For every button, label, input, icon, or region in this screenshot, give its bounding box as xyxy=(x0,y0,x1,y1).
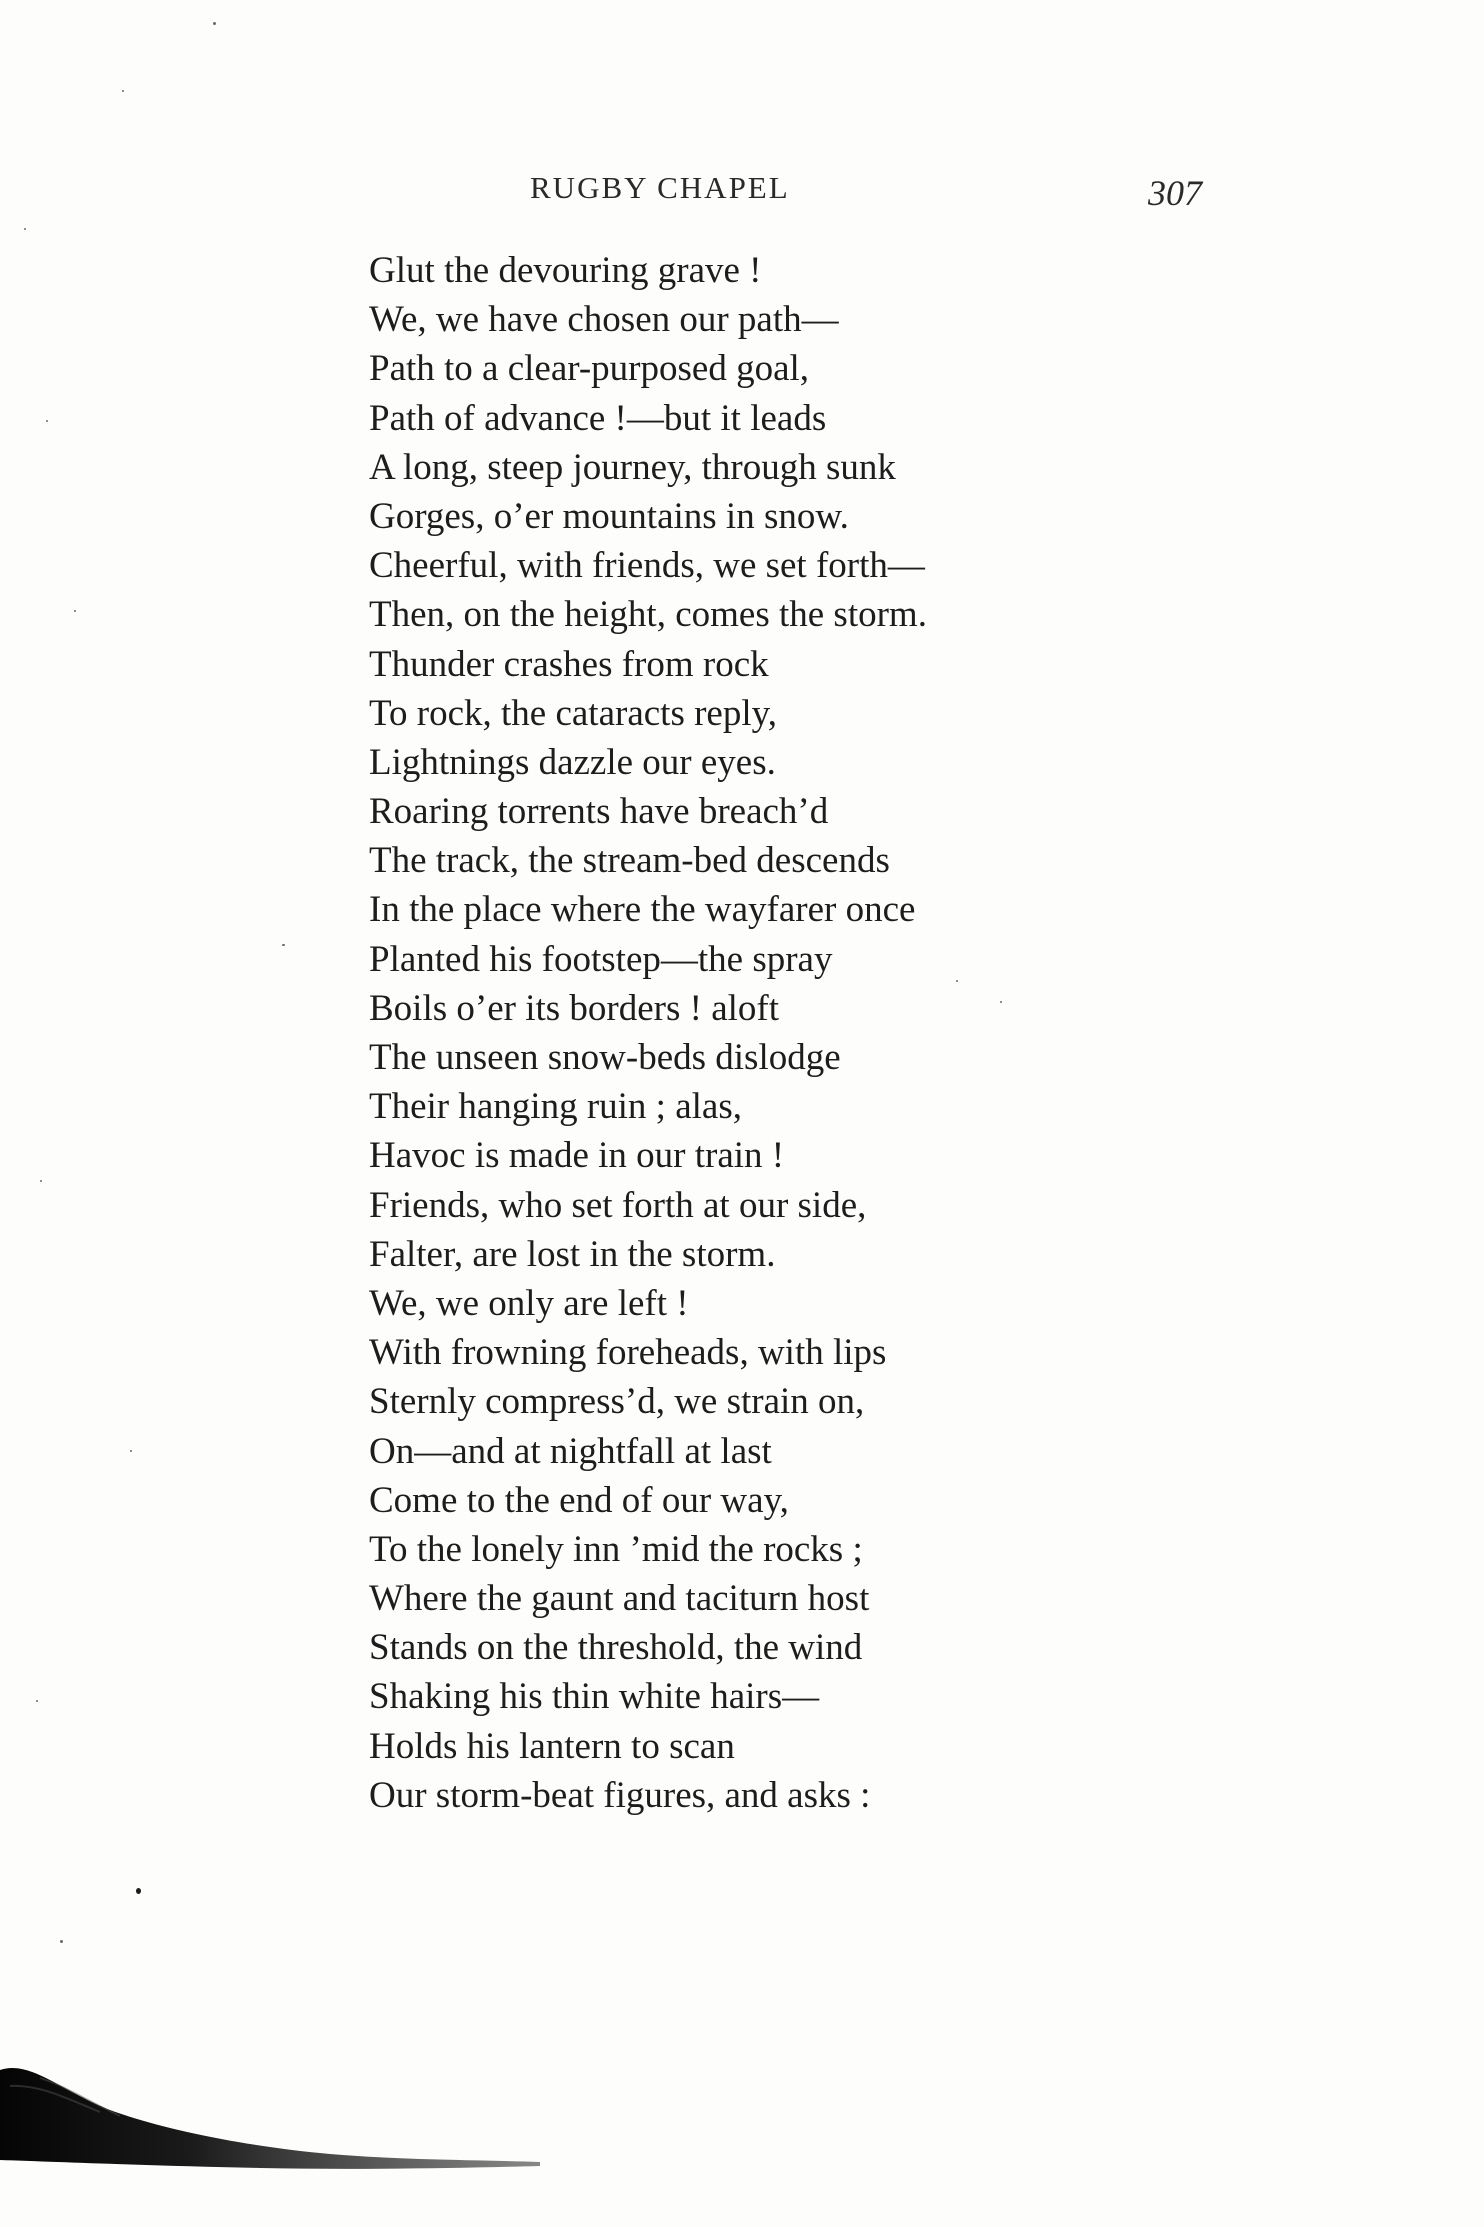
poem-line: Stands on the threshold, the wind xyxy=(369,1627,863,1669)
scan-speck xyxy=(46,420,48,422)
poem-line: Path of advance !—but it leads xyxy=(369,397,827,439)
poem-line: In the place where the wayfarer once xyxy=(369,889,916,931)
poem-line: Lightnings dazzle our eyes. xyxy=(369,741,776,783)
poem-line: Sternly compress’d, we strain on, xyxy=(369,1381,865,1423)
scan-speck xyxy=(40,1180,42,1182)
poem-line: To the lonely inn ’mid the rocks ; xyxy=(369,1528,863,1570)
poem-line: Come to the end of our way, xyxy=(369,1479,789,1521)
scan-speck xyxy=(956,980,958,982)
scan-speck xyxy=(122,90,124,92)
poem-line: Our storm-beat figures, and asks : xyxy=(369,1774,871,1816)
poem-line: Their hanging ruin ; alas, xyxy=(369,1086,742,1128)
scan-speck xyxy=(1000,1001,1002,1003)
poem-line: To rock, the cataracts reply, xyxy=(369,692,777,734)
poem-line: Where the gaunt and taciturn host xyxy=(369,1578,870,1620)
poem-line: Shaking his thin white hairs— xyxy=(369,1676,820,1718)
poem-line: Holds his lantern to scan xyxy=(369,1725,735,1767)
poem-line: Path to a clear-purposed goal, xyxy=(369,348,810,390)
poem-line: Cheerful, with friends, we set forth— xyxy=(369,545,925,587)
scan-speck xyxy=(74,610,76,612)
poem-line: With frowning foreheads, with lips xyxy=(369,1332,887,1374)
poem-line: Havoc is made in our train ! xyxy=(369,1135,785,1177)
scan-speck xyxy=(282,944,285,946)
poem-line: The unseen snow-beds dislodge xyxy=(369,1037,841,1078)
poem-line: We, we only are left ! xyxy=(369,1282,689,1324)
scan-speck xyxy=(24,228,26,230)
poem-line: A long, steep journey, through sunk xyxy=(369,446,896,488)
scan-speck xyxy=(130,1450,132,1452)
poem-line: Roaring torrents have breach’d xyxy=(369,791,829,833)
running-title: RUGBY CHAPEL xyxy=(530,170,790,205)
scan-speck xyxy=(60,1940,63,1943)
poem-line: Friends, who set forth at our side, xyxy=(369,1184,867,1226)
poem-line: Planted his footstep—the spray xyxy=(369,938,833,980)
poem-line: Thunder crashes from rock xyxy=(369,643,769,685)
scan-speck xyxy=(136,1888,141,1894)
poem-line: Then, on the height, comes the storm. xyxy=(369,594,927,636)
page-number: 307 xyxy=(1148,173,1202,213)
poem-line: Boils o’er its borders ! aloft xyxy=(369,987,779,1029)
poem-text xyxy=(369,246,1129,1820)
poem-line: The track, the stream-bed descends xyxy=(369,840,890,882)
poem-line: Falter, are lost in the storm. xyxy=(369,1233,776,1275)
poem-line: Glut the devouring grave ! xyxy=(369,250,762,291)
poem-line: On—and at nightfall at last xyxy=(369,1430,772,1472)
poem-line: We, we have chosen our path— xyxy=(369,299,839,341)
poem-line: Gorges, o’er mountains in snow. xyxy=(369,495,849,537)
scan-speck xyxy=(213,22,216,25)
scan-speck xyxy=(36,1700,38,1702)
binding-shadow xyxy=(0,2050,560,2180)
